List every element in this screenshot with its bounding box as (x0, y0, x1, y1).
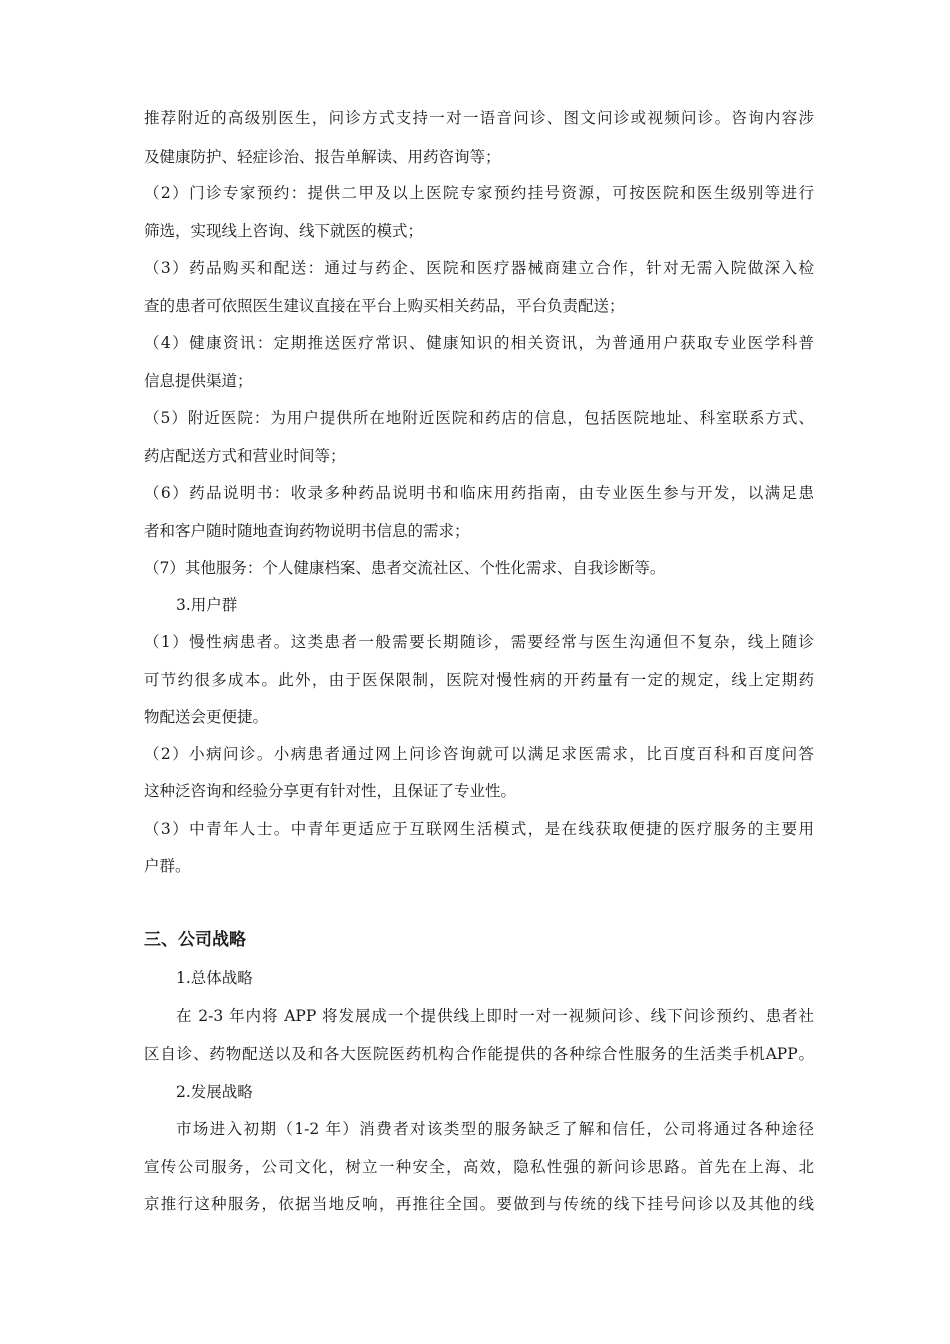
list-item-line: 查的患者可依照医生建议直接在平台上购买相关药品，平台负责配送； (144, 297, 625, 315)
list-item-line: （3）药品购买和配送：通过与药企、医院和医疗器械商建立合作，针对无需入院做深入检 (144, 259, 814, 277)
paragraph-line: 及健康防护、轻症诊治、报告单解读、用药咨询等； (144, 148, 501, 166)
list-item-line: 物配送会更便捷。 (144, 708, 269, 726)
list-item-line: 这种泛咨询和经验分享更有针对性，且保证了专业性。 (144, 782, 517, 800)
list-item-line: 药店配送方式和营业时间等； (144, 447, 346, 465)
subheading: 1.总体战略 (176, 969, 253, 987)
paragraph-line: 市场进入初期（1-2 年）消费者对该类型的服务缺乏了解和信任，公司将通过各种途径 (176, 1120, 814, 1138)
list-item-line: （2）小病问诊。小病患者通过网上问诊咨询就可以满足求医需求，比百度百科和百度问答 (144, 745, 814, 763)
list-item-line: （6）药品说明书：收录多种药品说明书和临床用药指南，由专业医生参与开发，以满足患 (144, 484, 814, 502)
subheading: 3.用户群 (176, 596, 238, 614)
list-item-line: 信息提供渠道； (144, 372, 253, 390)
list-item-line: 可节约很多成本。此外，由于医保限制，医院对慢性病的开药量有一定的规定，线上定期药 (144, 671, 814, 689)
paragraph-line: 宣传公司服务，公司文化，树立一种安全，高效，隐私性强的新问诊思路。首先在上海、北 (144, 1158, 814, 1176)
list-item-line: （1）慢性病患者。这类患者一般需要长期随诊，需要经常与医生沟通但不复杂，线上随诊 (144, 633, 814, 651)
list-item-line: （2）门诊专家预约：提供二甲及以上医院专家预约挂号资源，可按医院和医生级别等进行 (144, 184, 814, 202)
list-item-line: 户群。 (144, 857, 191, 875)
paragraph-line: 区自诊、药物配送以及和各大医院医药机构合作能提供的各种综合性服务的生活类手机APP。 (144, 1045, 814, 1063)
list-item-line: （7）其他服务：个人健康档案、患者交流社区、个性化需求、自我诊断等。 (144, 559, 666, 577)
list-item-line: （3）中青年人士。中青年更适应于互联网生活模式，是在线获取便捷的医疗服务的主要用 (144, 820, 814, 838)
list-item-line: （5）附近医院：为用户提供所在地附近医院和药店的信息，包括医院地址、科室联系方式、 (144, 409, 814, 427)
list-item-line: 者和客户随时随地查询药物说明书信息的需求； (144, 522, 470, 540)
list-item-line: （4）健康资讯：定期推送医疗常识、健康知识的相关资讯，为普通用户获取专业医学科普 (144, 334, 814, 352)
paragraph-line: 推荐附近的高级别医生，问诊方式支持一对一语音问诊、图文问诊或视频问诊。咨询内容涉 (144, 109, 814, 127)
list-item-line: 筛选，实现线上咨询、线下就医的模式； (144, 222, 424, 240)
paragraph-line: 京推行这种服务，依据当地反响，再推往全国。要做到与传统的线下挂号问诊以及其他的线 (144, 1195, 814, 1213)
subheading: 2.发展战略 (176, 1083, 253, 1101)
section-heading: 三、公司战略 (144, 930, 246, 950)
paragraph-line: 在 2-3 年内将 APP 将发展成一个提供线上即时一对一视频问诊、线下问诊预约、患者社 (176, 1007, 814, 1025)
